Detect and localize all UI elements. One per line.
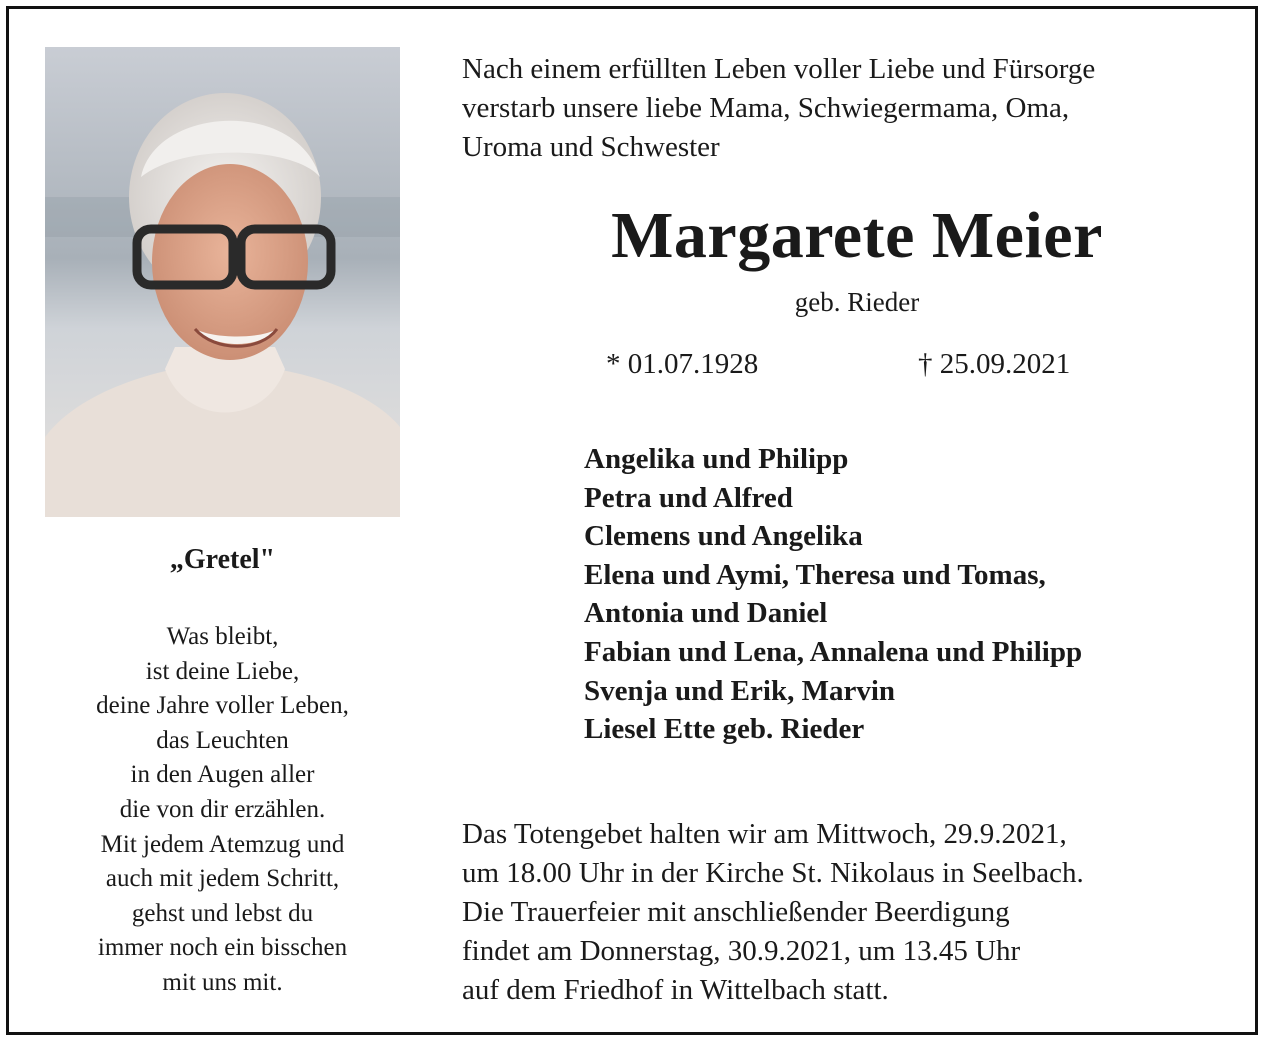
poem-line: Was bleibt, — [166, 623, 279, 650]
birth-date: * 01.07.1928 — [606, 348, 759, 380]
birth-name: geb. Rieder — [794, 287, 920, 317]
intro-text — [462, 50, 1252, 167]
poem-line: immer noch ein bisschen — [97, 934, 348, 962]
service-line: um 18.00 Uhr in der Kirche St. Nikolaus in Seelbach. — [462, 857, 1084, 889]
poem-line: die von dir erzählen. — [119, 795, 326, 823]
service-line: Das Totengebet halten wir am Mittwoch, 29.9.2021, — [462, 818, 1067, 850]
intro-line: Nach einem erfüllten Leben voller Liebe und Fürsorge — [462, 53, 1096, 85]
family-line: Antonia und Daniel — [584, 597, 828, 630]
family-line: Fabian und Lena, Annalena und Philipp — [584, 635, 1083, 668]
poem-line: auch mit jedem Schritt, — [105, 865, 340, 893]
service-line: findet am Donnerstag, 30.9.2021, um 13.45 Uhr — [462, 935, 1021, 967]
death-date: † 25.09.2021 — [918, 348, 1071, 380]
service-info — [462, 815, 1084, 1010]
poem-line: das Leuchten — [156, 726, 289, 754]
family-line: Angelika und Philipp — [584, 443, 849, 475]
poem-line: gehst und lebst du — [131, 899, 314, 927]
poem — [45, 620, 400, 1001]
service-line: Die Trauerfeier mit anschließender Beerdigung — [462, 896, 1010, 928]
poem-line: mit uns mit. — [162, 968, 283, 996]
intro-line: Uroma und Schwester — [462, 131, 720, 163]
family-line: Petra und Alfred — [584, 481, 793, 514]
poem-line: in den Augen aller — [130, 761, 315, 789]
intro-line: verstarb unsere liebe Mama, Schwiegermama, Oma, — [462, 92, 1070, 124]
portrait-photo — [45, 47, 400, 517]
poem-line: Mit jedem Atemzug und — [100, 830, 345, 858]
family-line: Clemens und Angelika — [584, 520, 863, 553]
family-line: Svenja und Erik, Marvin — [584, 674, 895, 707]
nickname: „Gretel" — [169, 544, 276, 575]
deceased-name: Margarete Meier — [611, 199, 1103, 272]
family-list — [584, 440, 1082, 749]
family-line: Elena und Aymi, Theresa und Tomas, — [584, 558, 1046, 591]
poem-line: deine Jahre voller Leben, — [96, 692, 349, 720]
family-line: Liesel Ette geb. Rieder — [584, 713, 865, 746]
poem-line: ist deine Liebe, — [145, 657, 300, 685]
service-line: auf dem Friedhof in Wittelbach statt. — [462, 974, 889, 1006]
deceased-name-block — [462, 196, 1252, 276]
